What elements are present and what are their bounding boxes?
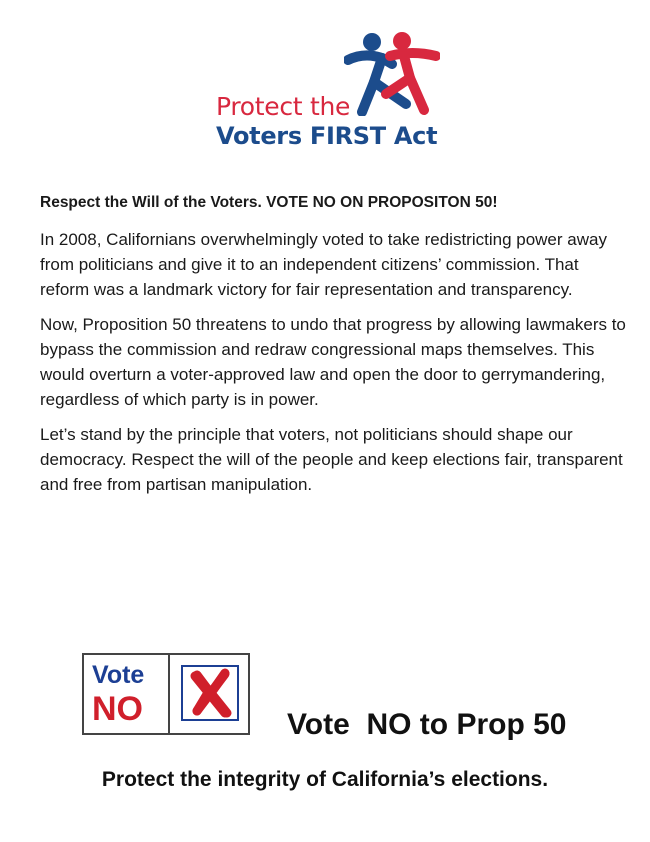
- footer-tagline: Protect the integrity of California’s elections.: [101, 768, 549, 791]
- ballot-vote-label: Vote: [92, 661, 145, 689]
- call-to-action: Vote NO to Prop 50: [287, 708, 567, 741]
- paragraph-2: Now, Proposition 50 threatens to undo that progress by allowing lawmakers to bypass the commission and redraw congressional maps themselves. This would overturn a voter-approved law and open the door to gerrymandering, regardless of which party is in power.: [40, 315, 626, 409]
- star-people-icon: [344, 30, 440, 116]
- paragraph-3: Let’s stand by the principle that voters, not politicians should shape our democracy. Respect the will of the people and keep elections fair, transparent and free from partisan manipulation.: [40, 425, 623, 494]
- paragraph-1: In 2008, Californians overwhelmingly voted to take redistricting power away from politicians and give it to an independent citizens’ commission. That reform was a landmark victory for fair representation and transparency.: [40, 230, 607, 299]
- vote-no-ballot-graphic: [82, 653, 250, 735]
- article-body: [40, 192, 630, 507]
- headline: Respect the Will of the Voters. VOTE NO ON PROPOSITON 50!: [40, 194, 498, 211]
- ballot-no-label: NO: [92, 690, 143, 728]
- red-x-icon: [183, 667, 237, 719]
- logo-line-act-name: Voters FIRST Act: [216, 122, 438, 150]
- logo: [212, 30, 452, 152]
- logo-line-protect: Protect the: [216, 92, 351, 121]
- ballot-checkbox: [181, 665, 239, 721]
- ballot-divider: [168, 655, 170, 733]
